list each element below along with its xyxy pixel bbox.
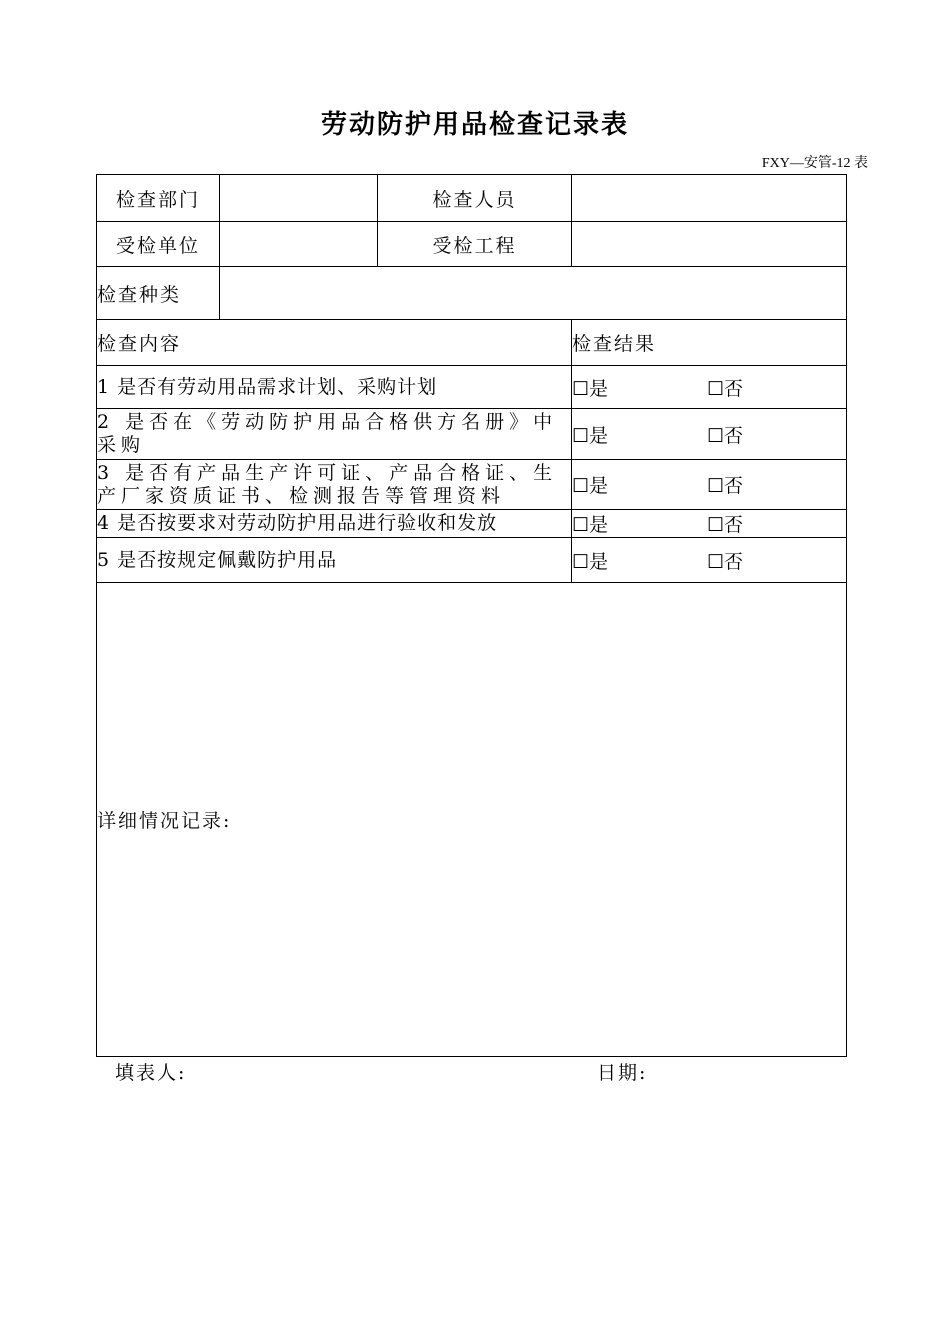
detail-record-area[interactable]: [97, 583, 847, 1057]
no-checkbox[interactable]: ☐否: [707, 475, 744, 497]
row-detail: [97, 583, 847, 1057]
check-item-result: [572, 409, 847, 460]
inspector-label: 检查人员: [378, 175, 572, 222]
inspected-unit-label: 受检单位: [97, 222, 220, 267]
yes-checkbox[interactable]: ☐是: [572, 475, 609, 497]
filler-label: 填表人:: [115, 1062, 187, 1084]
row-type: [97, 267, 847, 320]
check-item-text: 3 是否有产品生产许可证、产品合格证、生产厂家资质证书、检测报告等管理资料: [97, 460, 572, 510]
yes-checkbox[interactable]: ☐是: [572, 550, 609, 573]
detail-label: 详细情况记录:: [97, 810, 232, 832]
row-unit: [97, 222, 847, 267]
content-header: 检查内容: [97, 320, 572, 366]
no-checkbox[interactable]: ☐否: [707, 514, 744, 536]
yes-checkbox[interactable]: ☐是: [572, 514, 609, 536]
check-item-text: 4 是否按要求对劳动防护用品进行验收和发放: [97, 510, 572, 538]
inspect-type-label: 检查种类: [97, 267, 220, 320]
check-item-result: [572, 538, 847, 583]
check-item-text: 5 是否按规定佩戴防护用品: [97, 538, 572, 583]
check-item-text: 1 是否有劳动用品需求计划、采购计划: [97, 366, 572, 409]
no-checkbox[interactable]: ☐否: [707, 377, 744, 400]
inspect-dept-label: 检查部门: [97, 175, 220, 222]
check-item-row: [97, 510, 847, 538]
check-item-result: [572, 460, 847, 510]
check-item-result: [572, 510, 847, 538]
check-item-row: [97, 460, 847, 510]
form-code: FXY—安管-12 表: [761, 156, 868, 171]
inspect-type-field[interactable]: [220, 267, 847, 320]
inspected-project-label: 受检工程: [378, 222, 572, 267]
inspected-project-field[interactable]: [572, 222, 847, 267]
inspected-unit-field[interactable]: [220, 222, 378, 267]
inspection-table: [96, 174, 847, 1057]
check-item-result: [572, 366, 847, 409]
date-label: 日期:: [597, 1062, 648, 1084]
no-checkbox[interactable]: ☐否: [707, 550, 744, 573]
check-item-row: [97, 538, 847, 583]
inspector-field[interactable]: [572, 175, 847, 222]
page-title: 劳动防护用品检查记录表: [320, 110, 629, 140]
check-item-row: [97, 366, 847, 409]
no-checkbox[interactable]: ☐否: [707, 424, 744, 447]
check-item-row: [97, 409, 847, 460]
inspect-dept-field[interactable]: [220, 175, 378, 222]
row-dept: [97, 175, 847, 222]
result-header: 检查结果: [572, 320, 847, 366]
yes-checkbox[interactable]: ☐是: [572, 424, 609, 447]
yes-checkbox[interactable]: ☐是: [572, 377, 609, 400]
row-headers: [97, 320, 847, 366]
check-item-text: 2 是否在《劳动防护用品合格供方名册》中采购: [97, 409, 572, 460]
